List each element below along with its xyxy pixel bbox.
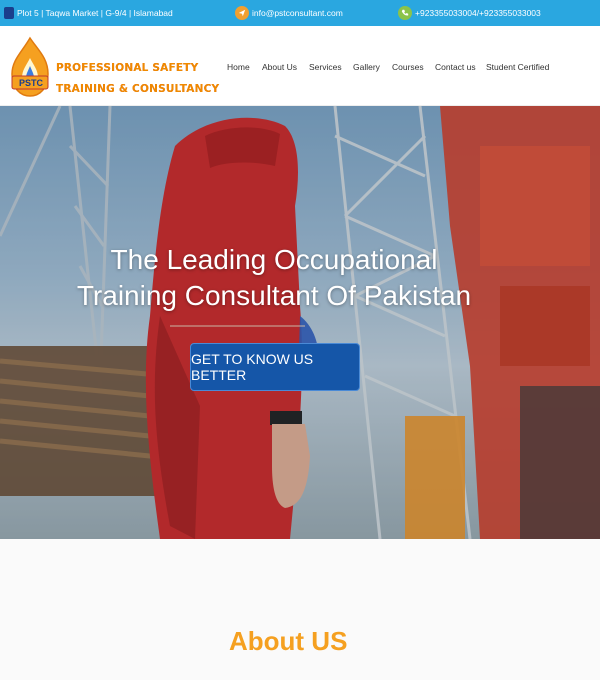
hero-title-line-2: Training Consultant Of Pakistan xyxy=(76,280,472,311)
phone-icon xyxy=(398,6,412,20)
location-icon xyxy=(4,7,14,19)
send-icon xyxy=(235,6,249,20)
logo-line-2: TRAINING & CONSULTANCY xyxy=(56,83,220,95)
site-header xyxy=(0,26,600,106)
nav-contact-us[interactable]: Contact us xyxy=(435,62,476,72)
hero-overlay xyxy=(0,106,600,539)
about-section xyxy=(0,539,600,680)
nav-home[interactable]: Home xyxy=(227,62,250,72)
nav-courses[interactable]: Courses xyxy=(392,62,424,72)
main-nav xyxy=(0,26,600,106)
hero-title-line-1: The Leading Occupational xyxy=(110,244,438,275)
top-info-bar xyxy=(0,0,600,26)
hero-banner xyxy=(0,106,600,539)
email-item[interactable] xyxy=(235,0,343,26)
logo-badge: PSTC xyxy=(19,78,44,88)
phone-link[interactable]: +923355033004/+923355033003 xyxy=(415,8,541,18)
about-title: About US xyxy=(229,626,348,656)
nav-services[interactable]: Services xyxy=(309,62,342,72)
get-to-know-us-button[interactable]: GET TO KNOW US BETTER xyxy=(190,343,360,391)
email-link[interactable]: info@pstconsultant.com xyxy=(252,8,343,18)
nav-about-us[interactable]: About Us xyxy=(262,62,297,72)
address-item xyxy=(4,0,173,26)
address-text: Plot 5 | Taqwa Market | G-9/4 | Islamabad xyxy=(17,8,173,18)
nav-gallery[interactable]: Gallery xyxy=(353,62,380,72)
phone-item[interactable] xyxy=(398,0,541,26)
nav-student-certified[interactable]: Student Certified xyxy=(486,62,550,72)
logo-line-1: PROFESSIONAL SAFETY xyxy=(56,62,199,74)
